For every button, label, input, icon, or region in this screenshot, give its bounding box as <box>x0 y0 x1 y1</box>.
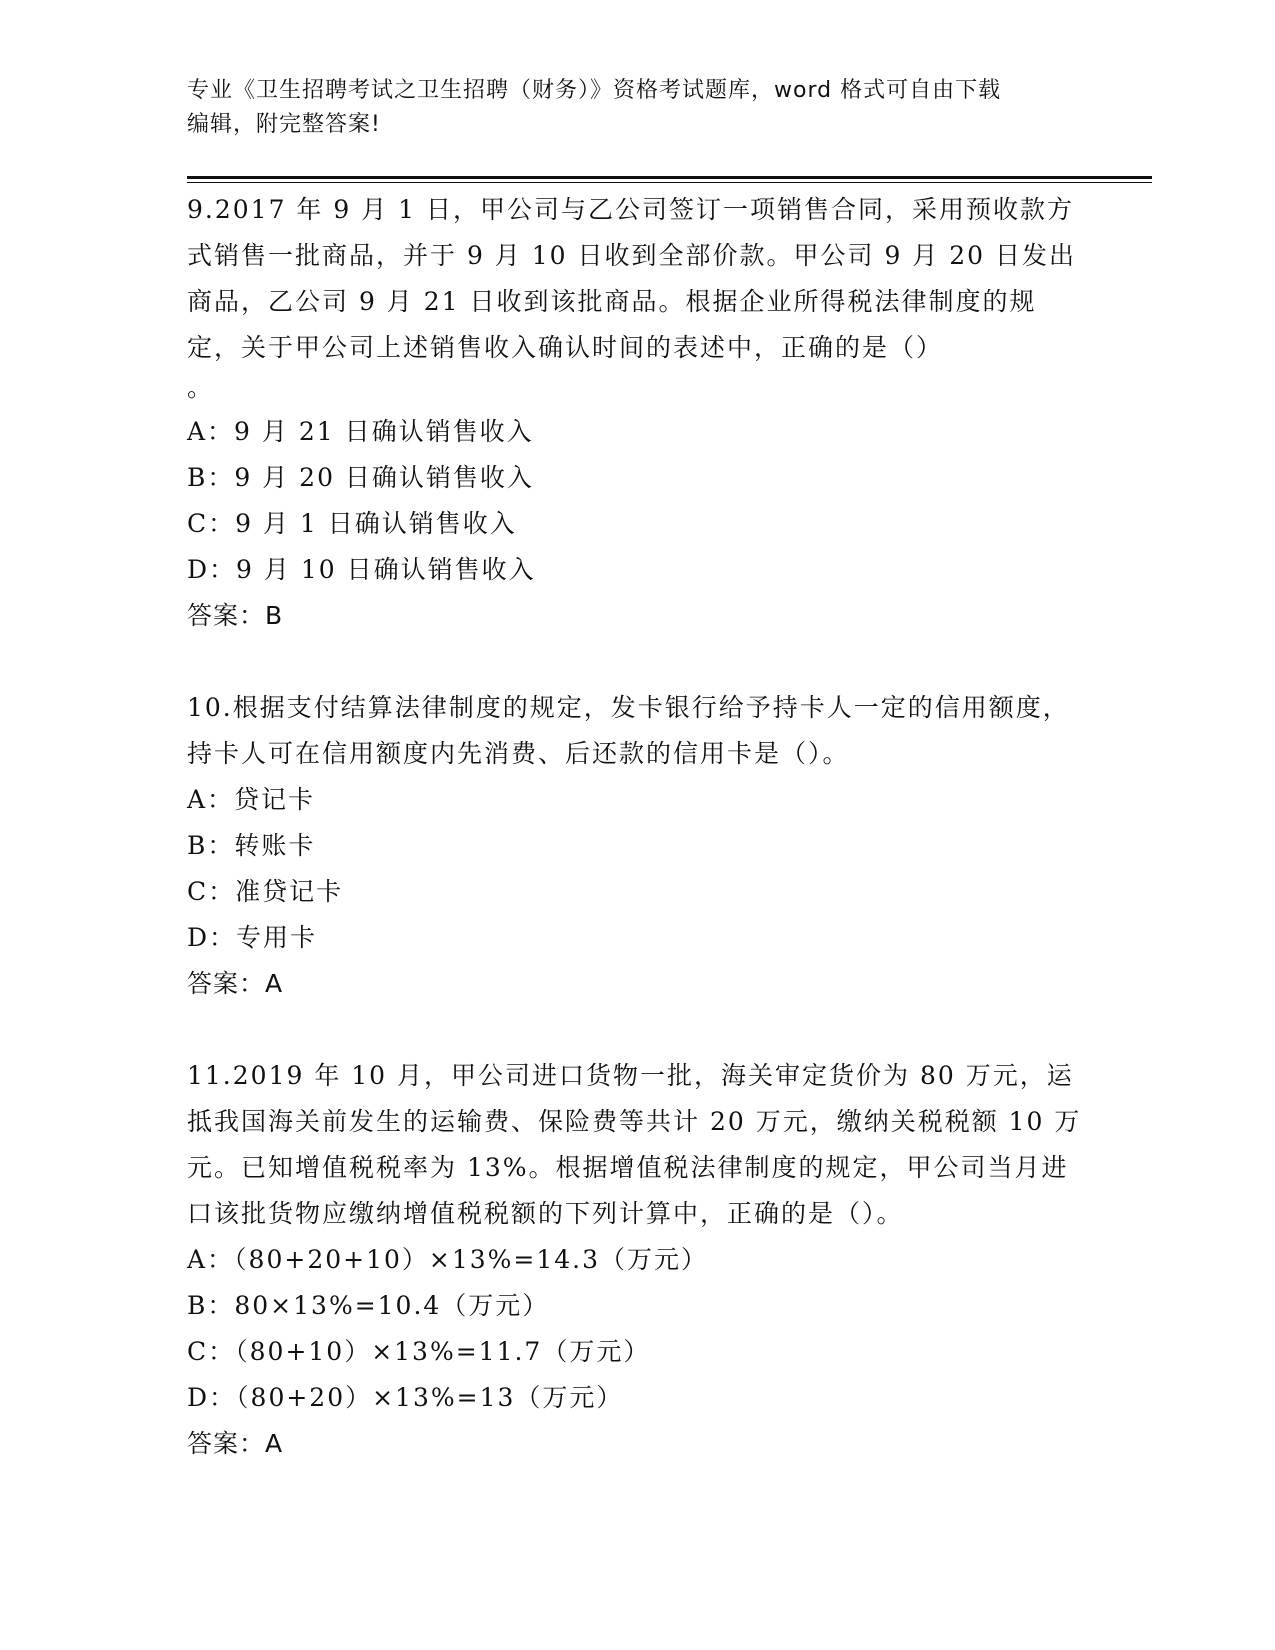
option-a: A：9 月 21 日确认销售收入 <box>187 417 534 446</box>
question-11 <box>187 1053 1087 1467</box>
header-divider-thick <box>187 176 1152 179</box>
question-stem: 9.2017 年 9 月 1 日，甲公司与乙公司签订一项销售合同，采用预收款方式销售一批商品，并于 9 月 10 日收到全部价款。甲公司 9 月 20 日发出商品，乙公司 9 月 21 日收到该批商品。根据企业所得税法律制度的规定，关于甲公司上述销售收入确认时间的表述中，正确的是（） <box>187 195 1077 362</box>
option-c: C：（80+10）×13%=11.7（万元） <box>187 1337 651 1366</box>
answer-line: 答案：A <box>187 969 284 998</box>
option-a: A：（80+20+10）×13%=14.3（万元） <box>187 1245 709 1274</box>
question-stem: 11.2019 年 10 月，甲公司进口货物一批，海关审定货价为 80 万元，运抵我国海关前发生的运输费、保险费等共计 20 万元，缴纳关税税额 10 万元。已知增值税税率为 13%。根据增值税法律制度的规定，甲公司当月进口该批货物应缴纳增值税税额的下列计算中，正确的是（）。 <box>187 1061 1082 1228</box>
header-divider-thin <box>187 182 1152 183</box>
option-b: B：转账卡 <box>187 831 316 860</box>
header-line-2: 编辑，附完整答案! <box>187 112 381 137</box>
question-stem: 10.根据支付结算法律制度的规定，发卡银行给予持卡人一定的信用额度，持卡人可在信用额度内先消费、后还款的信用卡是（）。 <box>187 693 1070 768</box>
option-d: D：（80+20）×13%=13（万元） <box>187 1383 624 1412</box>
option-c: C：准贷记卡 <box>187 877 344 906</box>
option-d: D：9 月 10 日确认销售收入 <box>187 555 536 584</box>
question-9 <box>187 187 1087 639</box>
header-line-1: 专业《卫生招聘考试之卫生招聘（财务）》资格考试题库，word 格式可自由下载 <box>187 78 1002 103</box>
question-10 <box>187 685 1087 1007</box>
option-c: C：9 月 1 日确认销售收入 <box>187 509 517 538</box>
option-b: B：80×13%=10.4（万元） <box>187 1291 550 1320</box>
option-a: A：贷记卡 <box>187 785 316 814</box>
answer-line: 答案：A <box>187 1429 284 1458</box>
option-b: B：9 月 20 日确认销售收入 <box>187 463 534 492</box>
answer-line: 答案：B <box>187 601 284 630</box>
option-d: D：专用卡 <box>187 923 318 952</box>
question-stem-tail: 。 <box>187 373 215 402</box>
document-header <box>187 74 1087 142</box>
question-list <box>187 187 1087 1513</box>
